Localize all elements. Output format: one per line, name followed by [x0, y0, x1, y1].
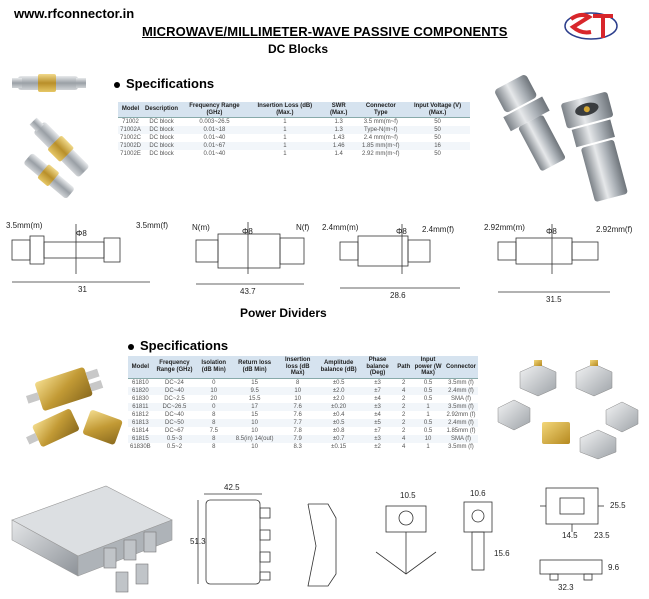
table-cell: 15 — [251, 411, 258, 418]
table-cell: 7.7 — [278, 419, 317, 427]
table-cell: 3.5mm (f) — [448, 379, 474, 386]
gold-power-divider-photo — [24, 360, 124, 448]
table-cell: 0.5 — [412, 419, 444, 427]
dc-col-header: Insertion Loss (dB)(Max.) — [249, 102, 321, 118]
table-cell: 50 — [434, 135, 441, 141]
table-cell: 71002C — [120, 135, 142, 141]
table-row — [118, 142, 470, 150]
table-cell: 2.4mm (f) — [444, 387, 478, 395]
dim-42-5: 42.5 — [224, 483, 240, 492]
dc-col-header: Frequency Range (GHz) — [180, 102, 249, 118]
table-row — [128, 395, 478, 403]
table-cell: 3.5mm (f) — [448, 443, 474, 450]
table-cell: 1.46 — [321, 142, 357, 150]
table-row — [128, 419, 478, 427]
table-cell: 4 — [402, 443, 406, 450]
table-cell: 1.3 — [321, 126, 357, 134]
table-cell: 50 — [434, 119, 441, 125]
table-cell: 1 — [283, 135, 287, 141]
table-cell: 0.5~2 — [166, 443, 183, 450]
table-cell: ±4 — [374, 395, 381, 402]
table-header-row — [118, 102, 470, 118]
table-cell: DC~40 — [153, 387, 197, 395]
table-cell: 71002D — [120, 143, 142, 149]
table-cell: ±7 — [374, 427, 381, 434]
table-cell: 2.4mm (f) — [444, 419, 478, 427]
dim-23-5: 23.5 — [594, 531, 610, 540]
table-cell: DC block — [149, 151, 174, 157]
table-row — [118, 126, 470, 134]
table-cell: DC~2.5 — [164, 395, 185, 402]
table-cell: 2 — [402, 395, 406, 402]
table-cell: 61812 — [132, 411, 149, 418]
drawing1-right-label: 3.5mm(f) — [136, 221, 168, 230]
table-cell: 4 — [395, 435, 412, 443]
table-cell: 2 — [395, 419, 412, 427]
table-cell: 7.6 — [293, 411, 302, 418]
drawing1-left-label: 3.5mm(m) — [6, 221, 43, 230]
bullet-icon — [128, 344, 134, 350]
table-row — [128, 387, 478, 395]
table-row — [128, 411, 478, 419]
table-cell: 0.01~40 — [203, 135, 226, 141]
table-cell: 3.5mm (f) — [444, 403, 478, 411]
table-cell: DC~24 — [165, 379, 184, 386]
dc-block-photo — [10, 68, 105, 198]
drawing3-dia: Φ8 — [396, 227, 407, 236]
table-cell: 9.5 — [231, 387, 278, 395]
table-row — [128, 378, 478, 387]
table-cell: 61830B — [130, 443, 151, 450]
table-cell: DC block — [149, 119, 174, 125]
table-cell: 10 — [278, 387, 317, 395]
table-cell: SMA (f) — [444, 435, 478, 443]
table-cell: 2.4 mm(m~f) — [363, 135, 398, 141]
dim-51-3: 51.3 — [190, 537, 206, 546]
table-cell: Type-N(m~f) — [357, 126, 406, 134]
table-cell: ±3 — [374, 379, 381, 386]
drawing1-dia: Φ8 — [76, 229, 87, 238]
table-cell: ±3 — [360, 403, 395, 411]
table-cell: ±2 — [374, 443, 381, 450]
table-cell: 50 — [434, 151, 441, 157]
table-cell: ±0.5 — [317, 419, 360, 427]
drawing2-dia: Φ8 — [242, 227, 253, 236]
dc-col-header: Input Voltage (V)(Max.) — [405, 102, 470, 118]
table-cell: ±0.7 — [317, 435, 360, 443]
table-cell: 61815 — [128, 435, 153, 443]
table-cell: 8 — [212, 411, 216, 418]
table-cell: 61820 — [128, 387, 153, 395]
pd-col-header: Isolation (dB Min) — [196, 356, 231, 378]
table-cell: 1.3 — [334, 119, 343, 125]
table-cell: 8 — [212, 443, 216, 450]
dc-block-spec-table — [118, 102, 470, 158]
table-cell: 10 — [251, 443, 258, 450]
table-cell: 0.01~67 — [180, 142, 249, 150]
table-cell: DC block — [143, 142, 180, 150]
four-way-divider-photo — [6, 476, 182, 596]
table-cell: 8 — [196, 435, 231, 443]
drawing2-right-label: N(f) — [296, 223, 310, 232]
page-title: MICROWAVE/MILLIMETER-WAVE PASSIVE COMPONENTS — [142, 24, 508, 39]
dc-spec-heading — [114, 76, 214, 91]
table-cell: 61810 — [132, 379, 149, 386]
table-cell: 0.01~18 — [180, 126, 249, 134]
pd-col-header: Connector — [444, 356, 478, 378]
dim-25-5: 25.5 — [610, 501, 626, 510]
table-cell: 7.9 — [278, 435, 317, 443]
power-divider-spec-table — [128, 356, 478, 451]
table-cell: 2 — [402, 411, 406, 418]
table-cell: 7.8 — [293, 427, 302, 434]
section-title-dc-blocks: DC Blocks — [268, 42, 329, 56]
table-cell: 1.4 — [334, 151, 343, 157]
table-cell: 61814 — [132, 427, 149, 434]
section-title-power-dividers: Power Dividers — [240, 306, 327, 320]
table-cell: 2 — [402, 427, 406, 434]
dc-block-drawings — [0, 214, 649, 308]
table-cell: 1 — [412, 403, 444, 411]
table-cell: ±0.4 — [332, 411, 345, 418]
table-row — [128, 435, 478, 443]
dim-10-5: 10.5 — [400, 491, 416, 500]
dim-9-6: 9.6 — [608, 563, 620, 572]
pd-col-header: Frequency Range (GHz) — [153, 356, 197, 378]
table-cell: 61830 — [132, 395, 149, 402]
table-cell: 1 — [283, 151, 287, 157]
table-cell: 0 — [212, 379, 216, 386]
table-cell: 8 — [296, 379, 300, 386]
site-url: www.rfconnector.in — [14, 6, 135, 21]
table-cell: 7.5 — [209, 427, 218, 434]
table-cell: DC~50 — [153, 419, 197, 427]
table-cell: 16 — [405, 142, 470, 150]
table-cell: ±2.0 — [332, 395, 345, 402]
table-cell: 71002A — [118, 126, 143, 134]
table-row — [118, 150, 470, 158]
table-cell: 8.5(in) 14(out) — [231, 435, 278, 443]
table-cell: 0.5 — [423, 379, 433, 386]
dim-15-6: 15.6 — [494, 549, 510, 558]
table-cell: 8.3 — [293, 443, 302, 450]
table-cell: 0.01~40 — [203, 151, 226, 157]
drawing3-right-label: 2.4mm(f) — [422, 225, 454, 234]
table-cell: 10 — [231, 419, 278, 427]
table-row — [128, 427, 478, 435]
table-cell: 10 — [196, 387, 231, 395]
table-cell: ±7 — [360, 387, 395, 395]
dc-col-header: Model — [118, 102, 143, 118]
table-cell: 3.5 mm(m~f) — [363, 119, 398, 125]
table-row — [128, 443, 478, 451]
table-cell: 10 — [251, 427, 258, 434]
pd-col-header: Model — [128, 356, 153, 378]
table-cell: DC~26.5 — [153, 403, 197, 411]
table-cell: 0.5~3 — [153, 435, 197, 443]
table-cell: SMA (f) — [450, 395, 471, 402]
power-divider-drawings — [190, 478, 648, 598]
table-cell: 17 — [231, 403, 278, 411]
pd-col-header: Phase balance (Deg) — [360, 356, 395, 378]
table-cell: 1 — [426, 411, 430, 418]
dc-col-header: Connector Type — [357, 102, 406, 118]
table-cell: 1 — [249, 142, 321, 150]
table-cell: 1 — [249, 126, 321, 134]
table-cell: 4 — [395, 387, 412, 395]
drawing4-left-label: 2.92mm(m) — [484, 223, 525, 232]
pd-col-header: Insertion loss (dB Max) — [278, 356, 317, 378]
table-cell: ±2.0 — [317, 387, 360, 395]
table-cell: 8 — [196, 419, 231, 427]
drawing3-length: 28.6 — [390, 291, 406, 300]
table-cell: 7.6 — [278, 403, 317, 411]
table-row — [118, 118, 470, 127]
table-cell: ±3 — [360, 435, 395, 443]
power-divider-cluster-photo — [494, 360, 644, 460]
table-row — [118, 134, 470, 142]
table-cell: ±5 — [360, 419, 395, 427]
table-cell: 0.003~26.5 — [199, 119, 230, 125]
table-cell: 1.85mm (f) — [446, 427, 476, 434]
dim-14-5: 14.5 — [562, 531, 578, 540]
table-cell: 1 — [426, 443, 430, 450]
table-cell: DC block — [149, 135, 174, 141]
pd-col-header: Input power (W Max) — [412, 356, 444, 378]
table-cell: ±4 — [374, 411, 381, 418]
table-header-row — [128, 356, 478, 378]
table-cell: 1.43 — [332, 135, 345, 141]
table-cell: ±0.8 — [332, 427, 345, 434]
table-cell: ±0.20 — [317, 403, 360, 411]
company-logo — [563, 8, 619, 44]
drawing3-left-label: 2.4mm(m) — [322, 223, 359, 232]
table-cell: 71002E — [120, 151, 141, 157]
drawing4-length: 31.5 — [546, 295, 562, 304]
table-cell: 71002 — [122, 119, 139, 125]
table-cell: DC block — [143, 126, 180, 134]
table-cell: 10 — [412, 435, 444, 443]
table-cell: 2 — [402, 379, 406, 386]
pd-spec-heading — [128, 338, 228, 353]
dim-32-3: 32.3 — [558, 583, 574, 592]
table-cell: 20 — [210, 395, 218, 402]
table-cell: ±0.15 — [331, 443, 347, 450]
table-cell: 1.85 mm(m~f) — [357, 142, 406, 150]
table-row — [128, 403, 478, 411]
pd-spec-heading-label: Specifications — [140, 338, 229, 353]
table-cell: 15 — [251, 379, 258, 386]
table-cell: 0 — [196, 403, 231, 411]
table-cell: ±0.5 — [332, 379, 345, 386]
table-cell: 2 — [395, 403, 412, 411]
bullet-icon — [114, 82, 120, 88]
table-cell: 15.5 — [248, 395, 261, 402]
table-cell: 0.5 — [423, 395, 433, 402]
drawing4-dia: Φ8 — [546, 227, 557, 236]
table-cell: 61813 — [128, 419, 153, 427]
table-cell: DC~40 — [165, 411, 184, 418]
table-cell: 2.92mm (f) — [446, 411, 476, 418]
table-cell: 2.92 mm(m~f) — [362, 151, 400, 157]
table-cell: DC~67 — [165, 427, 184, 434]
table-cell: 50 — [405, 126, 470, 134]
drawing2-left-label: N(m) — [192, 223, 210, 232]
drawing1-length: 31 — [78, 285, 87, 294]
dc-col-header: Description — [143, 102, 180, 118]
table-cell: 0.5 — [423, 427, 433, 434]
dc-col-header: SWR (Max.) — [321, 102, 357, 118]
drawing2-length: 43.7 — [240, 287, 256, 296]
dc-block-connector-photo — [482, 66, 642, 208]
drawing4-right-label: 2.92mm(f) — [596, 225, 633, 234]
table-cell: 10 — [294, 395, 302, 402]
table-cell: 0.5 — [412, 387, 444, 395]
dc-spec-heading-label: Specifications — [126, 76, 215, 91]
table-cell: 1 — [283, 119, 287, 125]
pd-col-header: Return loss (dB Min) — [231, 356, 278, 378]
dim-10-6: 10.6 — [470, 489, 486, 498]
pd-col-header: Path — [395, 356, 412, 378]
pd-col-header: Amplitude balance (dB) — [317, 356, 360, 378]
table-cell: 61811 — [128, 403, 153, 411]
